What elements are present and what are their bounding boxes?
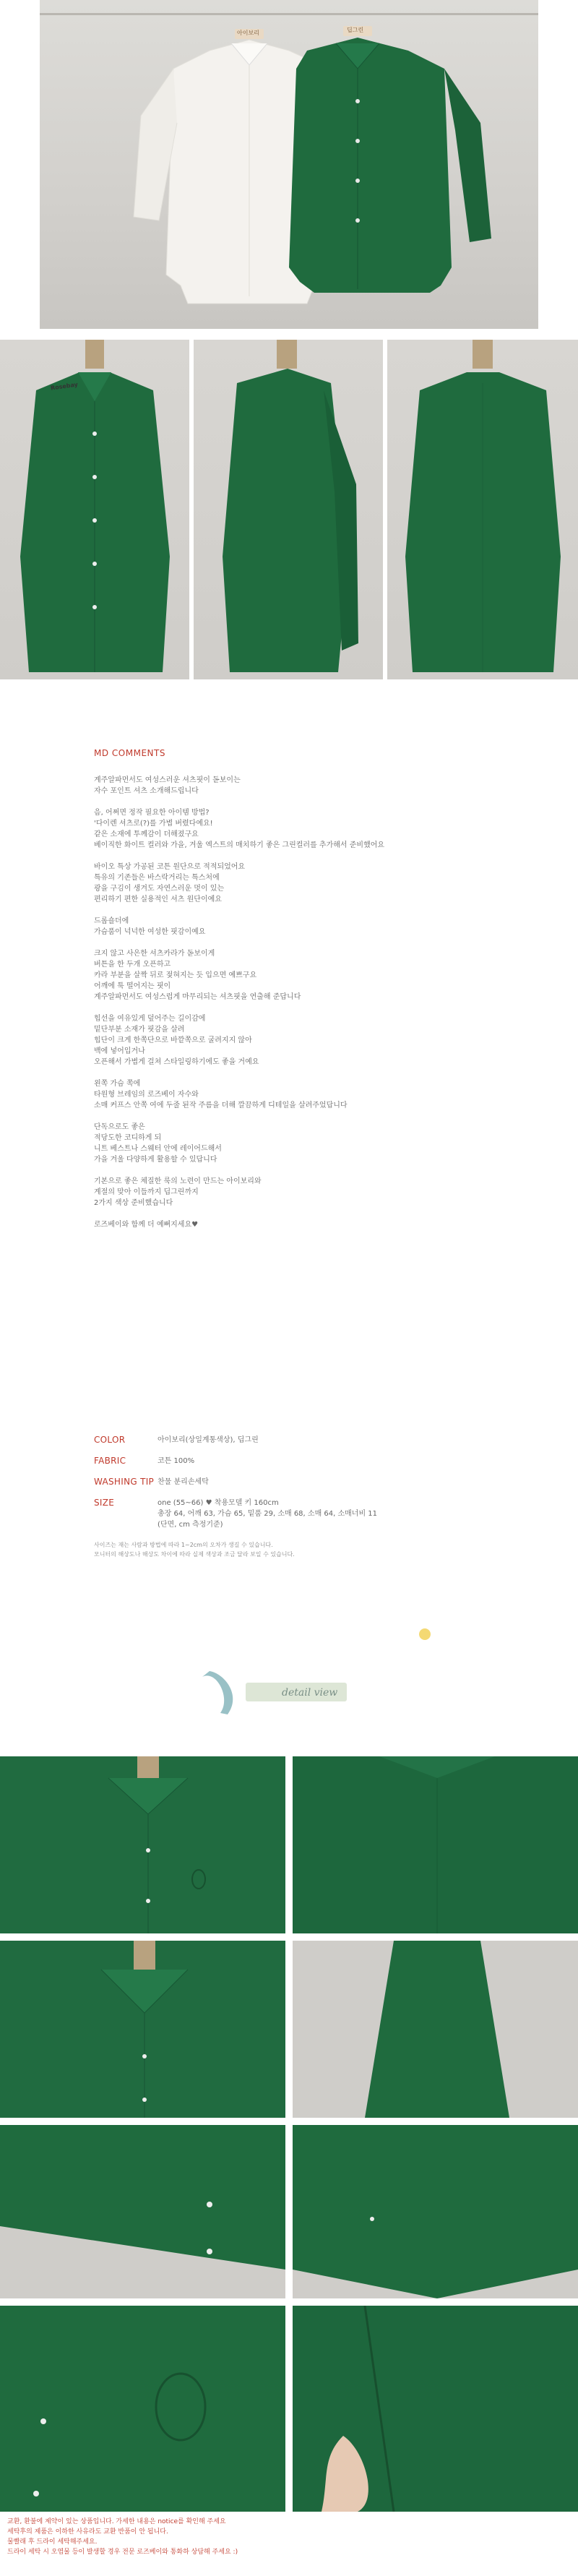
detail-photo-pleat-hand xyxy=(293,2306,578,2512)
md-comment-line: 소매 커프스 안쪽 여에 두줄 된작 주름을 더해 깔끔하게 디테일을 살려주었답니다 xyxy=(94,1102,348,1109)
mannequin-side-illustration xyxy=(194,340,383,679)
md-comment-line: 백에 넣어입거나 xyxy=(94,1047,145,1055)
detail-illustration-back xyxy=(293,1756,578,1933)
md-comments-title: MD COMMENTS xyxy=(94,748,165,758)
detail-photo-back-yoke xyxy=(293,1756,578,1933)
md-comment-line: 계주알파먼서도 여성스러운 셔츠핏이 돋보이는 xyxy=(94,776,241,784)
detail-photo-hem-buttons xyxy=(0,2125,285,2298)
md-comment-line: 어깨에 툭 떨어지는 핏이 xyxy=(94,982,171,990)
md-comment-line: 카라 부분을 살짝 뒤로 젖혀지는 듯 입으면 예쁘구요 xyxy=(94,971,257,979)
footer-line-1: 교환, 환불에 제약이 있는 상품입니다. 가세한 내용은 notice를 확인해 주세요 xyxy=(7,2518,226,2525)
md-paragraph-gap xyxy=(94,905,499,916)
md-paragraph-gap xyxy=(94,1003,499,1013)
md-comment-line: 광을 구김이 생겨도 자연스러운 멋이 있는 xyxy=(94,885,225,893)
mannequin-front-illustration xyxy=(0,340,189,679)
md-paragraph-gap xyxy=(94,1068,499,1078)
footer-notice xyxy=(7,2517,571,2557)
spec-key-size: SIZE xyxy=(94,1498,115,1508)
spec-val-size xyxy=(158,1498,499,1530)
spec-row-size xyxy=(94,1498,499,1530)
md-comment-line: 버튼을 한 두개 오픈하고 xyxy=(94,961,171,969)
md-comments-section xyxy=(94,748,499,1230)
size-line-1: one (55~66) ♥ 착용모델 키 160cm xyxy=(158,1499,279,1507)
footer-line-4: 드라이 세탁 시 오염물 등이 발생할 경우 전문 로즈베이와 통화하 상담해 주세요 :) xyxy=(7,2549,238,2556)
spec-row-fabric xyxy=(94,1456,499,1467)
md-paragraph-gap xyxy=(94,1111,499,1122)
spec-row-washing xyxy=(94,1477,499,1487)
size-note xyxy=(94,1540,499,1559)
md-comment-line: 드롭숄더에 xyxy=(94,917,129,925)
size-line-3: (단면, cm 측정기준) xyxy=(158,1521,223,1529)
size-line-2: 총장 64, 어깨 63, 가슴 65, 밑품 29, 소매 68, 소매 64, 소매너비 11 xyxy=(158,1510,378,1518)
detail-photo-front-embroidery xyxy=(0,1756,285,1933)
md-comment-line: 바이오 특상 가공된 코튼 원단으로 적적되었어요 xyxy=(94,863,246,871)
hero-tag-ivory: 아이보리 xyxy=(237,30,259,36)
md-comment-line: 로즈베이와 함께 더 예뻐지세요♥ xyxy=(94,1221,199,1229)
highlight-dot xyxy=(419,1628,431,1640)
spec-row-color xyxy=(94,1435,499,1446)
spec-val-washing: 찬물 분리손세탁 xyxy=(158,1478,209,1486)
spec-key-color: COLOR xyxy=(94,1435,126,1445)
md-comment-line: 가슴품이 넉넉한 여성한 핏감이예요 xyxy=(94,928,206,936)
size-note-line-2: 모니터의 해상도나 해상도 차이에 따라 실제 색상과 조금 달라 보일 수 있습니다. xyxy=(94,1551,295,1558)
mannequin-front-photo xyxy=(0,340,189,679)
footer-line-2: 세탁후의 제품은 이하한 사유라도 교환 반품이 안 됩니다. xyxy=(7,2528,168,2536)
md-comment-line: '다이렌 셔츠로(?)를 가볍 버렸다예요! xyxy=(94,820,213,828)
detail-photo-embroidery-closeup xyxy=(0,2306,285,2512)
md-comment-line: 가을 겨울 다양하게 활용할 수 있답니다 xyxy=(94,1156,217,1164)
spec-val-fabric: 코튼 100% xyxy=(158,1457,195,1465)
md-comment-line: 계주알파먼서도 여성스럽게 마무리되는 셔츠핏을 연출해 준답니다 xyxy=(94,993,301,1001)
md-comment-line: 음, 어쩌면 정작 필요한 아이템 방법? xyxy=(94,809,210,817)
md-comment-line: 같은 소재에 투께감이 더해졌구요 xyxy=(94,830,199,838)
detail-illustration-pleat xyxy=(293,2306,578,2512)
md-paragraph-gap xyxy=(94,937,499,948)
detail-illustration-hem xyxy=(0,2125,285,2298)
md-paragraph-gap xyxy=(94,797,499,807)
detail-photo-collar-open xyxy=(0,1941,285,2118)
green-shirt-image xyxy=(289,38,491,293)
md-comment-line: 적당도한 코디하게 되 xyxy=(94,1134,162,1142)
two-shirts-illustration xyxy=(40,0,538,329)
md-comment-line: 베이직한 화이트 컬러와 가을, 겨울 엑스트의 매치하기 좋은 그린컬러를 추가해서 준비했어요 xyxy=(94,841,385,849)
md-comment-line: 기본으로 좋은 체질한 룩의 노련이 만드는 아이보리와 xyxy=(94,1177,262,1185)
md-comment-line: 니트 베스트나 스웨터 안에 레이어드해서 xyxy=(94,1145,222,1153)
spec-val-color: 아이보리(상일계통색상), 딥그린 xyxy=(158,1436,259,1444)
md-comment-line: 왼쪽 가슴 쪽에 xyxy=(94,1080,141,1088)
md-comment-line: 타원형 브레임의 로즈베이 자수와 xyxy=(94,1091,199,1099)
hero-tag-green: 딥그린 xyxy=(347,27,364,33)
hero-photo-two-shirts xyxy=(40,0,538,329)
detail-photo-side-drape xyxy=(293,1941,578,2118)
detail-illustration-sleeve xyxy=(293,2125,578,2298)
spec-table xyxy=(94,1435,499,1559)
md-comment-line: 힙단이 크게 한쪽단으로 바깥쪽으로 굴려지지 않아 xyxy=(94,1036,252,1044)
md-comment-line: 밑단부분 소재가 핏감을 살려 xyxy=(94,1026,185,1034)
detail-illustration-collar xyxy=(0,1941,285,2118)
md-comment-line: 특유의 기존들은 바스락거리는 특스처에 xyxy=(94,874,220,882)
footer-line-3: 물빨래 후 드라이 세탁해주세요. xyxy=(7,2538,98,2546)
md-comment-line: 오픈해서 가볍게 걸쳐 스타일링하기에도 좋을 거예요 xyxy=(94,1058,259,1066)
mannequin-brand-label: Rosebay xyxy=(50,381,79,392)
mannequin-back-illustration xyxy=(387,340,578,679)
detail-view-label: detail view xyxy=(282,1687,338,1699)
md-paragraph-gap xyxy=(94,1208,499,1219)
md-comment-line: 자수 포인트 셔츠 소개해드립니다 xyxy=(94,787,199,795)
mannequin-back-photo xyxy=(387,340,578,679)
md-comment-line: 2가지 색상 준비했습니다 xyxy=(94,1199,173,1207)
md-comment-line: 계절의 맞아 이들까지 딥그린까지 xyxy=(94,1188,199,1196)
md-paragraph-gap xyxy=(94,1165,499,1176)
detail-view-banner xyxy=(188,1662,354,1720)
size-note-line-1: 사이즈는 재는 사람과 방법에 따라 1~2cm의 오차가 생길 수 있습니다. xyxy=(94,1542,273,1548)
detail-photo-sleeve-cuff xyxy=(293,2125,578,2298)
spec-key-fabric: FABRIC xyxy=(94,1456,126,1466)
md-comment-line: 편리하기 편한 실용적인 셔츠 원단이예요 xyxy=(94,896,222,903)
md-comment-line: 단독으로도 좋은 xyxy=(94,1123,145,1131)
spec-key-washing: WASHING TIP xyxy=(94,1477,155,1487)
mannequin-side-photo xyxy=(194,340,383,679)
detail-illustration-side xyxy=(293,1941,578,2118)
md-comment-line: 크지 않고 사은한 셔츠카라가 돋보이게 xyxy=(94,950,215,958)
md-comment-line: 힙선을 여유있게 덮어주는 길이감에 xyxy=(94,1015,206,1023)
detail-illustration-embroidery xyxy=(0,2306,285,2512)
md-paragraph-gap xyxy=(94,851,499,862)
detail-illustration-front xyxy=(0,1756,285,1933)
